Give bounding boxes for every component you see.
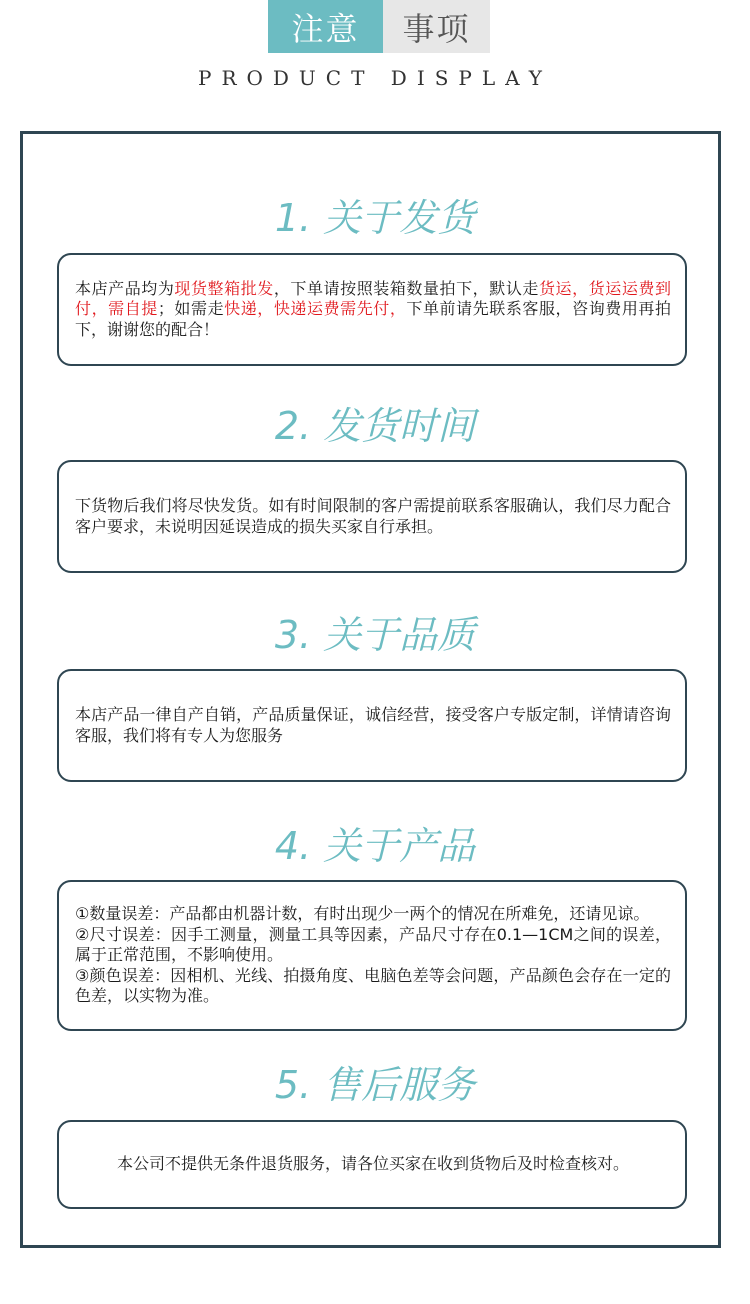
product-item-quantity: ①数量误差：产品都由机器计数，有时出现少一两个的情况在所难免，还请见谅。 xyxy=(75,904,650,924)
tab-items: 事项 xyxy=(383,0,490,53)
product-item-size: ②尺寸误差：因手工测量，测量工具等因素，产品尺寸存在0.1—1CM之间的误差，属于正常范围，不影响使用。 xyxy=(75,924,671,965)
shipping-text-part2: ，下单请按照装箱数量拍下，默认走 xyxy=(273,278,539,298)
section-title-delivery-time: 2. 发货时间 xyxy=(274,404,476,448)
header-tabs xyxy=(268,0,490,53)
section-title-quality: 3. 关于品质 xyxy=(274,613,476,657)
after-sales-text: 本公司不提供无条件退货服务，请各位买家在收到货物后及时检查核对。 xyxy=(116,1154,629,1174)
shipping-highlight-express: 快递，快递运费需先付， xyxy=(224,299,407,319)
section-box-shipping xyxy=(57,253,687,366)
shipping-text-part1: 本店产品均为 xyxy=(75,278,175,298)
product-item-color: ③颜色误差：因相机、光线、拍摄角度、电脑色差等会问题，产品颜色会存在一定的色差，以实物为准。 xyxy=(75,965,671,1006)
shipping-text xyxy=(75,279,671,341)
section-box-product xyxy=(57,880,687,1031)
section-title-product: 4. 关于产品 xyxy=(274,824,476,868)
section-title-after-sales: 5. 售后服务 xyxy=(274,1063,476,1107)
quality-text: 本店产品一律自产自销，产品质量保证，诚信经营，接受客户专版定制，详情请咨询客服，我们将有专人为您服务 xyxy=(75,705,671,745)
shipping-highlight-freight: 货运，货运运费到付，需自提 xyxy=(75,278,671,319)
page-subtitle: PRODUCT DISPLAY xyxy=(197,66,552,90)
shipping-highlight-wholesale: 现货整箱批发 xyxy=(174,278,274,298)
delivery-time-text: 下货物后我们将尽快发货。如有时间限制的客户需提前联系客服确认，我们尽力配合客户要求，未说明因延误造成的损失买家自行承担。 xyxy=(75,496,671,536)
shipping-text-part4: 下单前请先联系客服，咨询费用再拍下，谢谢您的配合！ xyxy=(75,299,671,339)
section-box-quality xyxy=(57,669,687,782)
tab-notice: 注意 xyxy=(268,0,383,53)
shipping-text-part3: ；如需走 xyxy=(157,299,225,319)
section-box-delivery-time xyxy=(57,460,687,573)
section-title-shipping: 1. 关于发货 xyxy=(274,196,476,240)
section-box-after-sales xyxy=(57,1120,687,1209)
